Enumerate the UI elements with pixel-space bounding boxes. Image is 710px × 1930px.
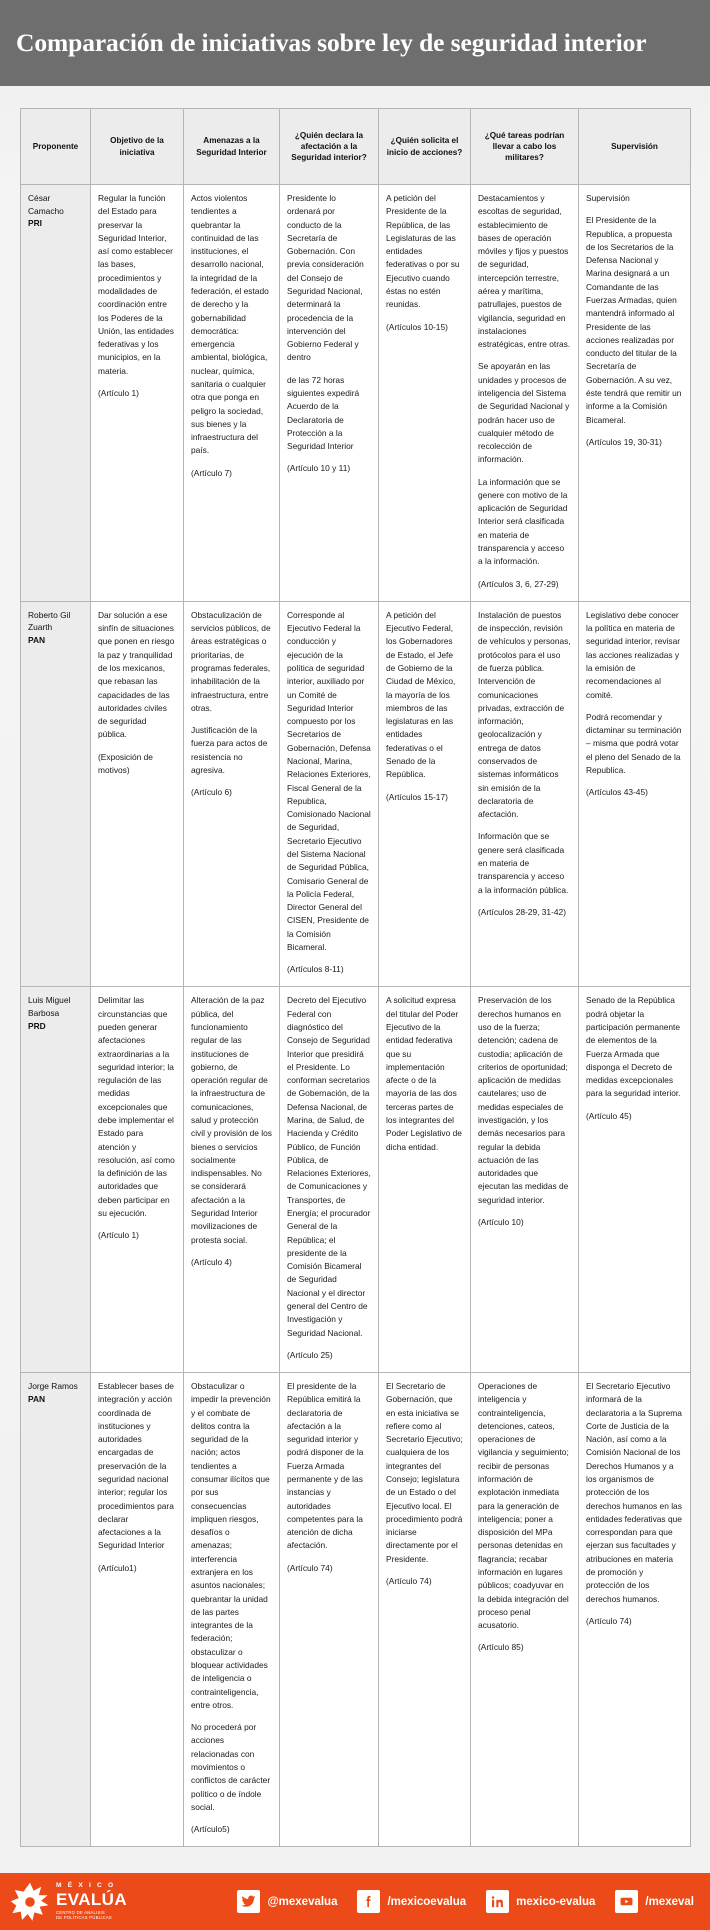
solicita-cell — [379, 601, 471, 987]
militares-cell — [471, 185, 579, 602]
footer-spacer — [0, 1847, 710, 1873]
cell-paragraph: A petición del Ejecutivo Federal, los Gobernadores de Estado, el Jefe de Gobierno de la Ciudad de México, la mayoría de los miembros de las legislaturas en las entidades federativas o el Senado de la República. — [386, 609, 456, 780]
cell-paragraph: A solicitud expresa del titular del Poder Ejecutivo de la entidad federativa que su implementación afecte o de la mayoría de las dos terceras partes de los integrantes del Poder Legislativo de dicha entidad. — [386, 995, 462, 1152]
social-handle: @mexevalua — [267, 1895, 338, 1908]
cell-paragraph: Supervisión — [586, 193, 630, 203]
logo-wordmark — [56, 1883, 127, 1920]
social-link-mexico-evalua[interactable] — [486, 1890, 595, 1913]
youtube-icon[interactable] — [615, 1890, 638, 1913]
cell-paragraph: A petición del Presidente de la República, de las Legislaturas de las entidades federativas o por su Ejecutivo cuando éstas no estén reunidas. — [386, 193, 460, 310]
cell-paragraph: (Artículo 10) — [478, 1216, 524, 1227]
cell-paragraph: Instalación de puestos de inspección, revisión de vehículos y personas, protócolos para el uso de fuerza pública. Intervención de comunicaciones privadas, extracción de información, geolocalización y entrega de datos conservados de sistemas informáticos sin emisión de la declaratoria de afectación. — [478, 609, 571, 820]
table-body — [21, 185, 691, 1847]
cell-paragraph: Destacamientos y escoltas de seguridad, establecimiento de bases de operación móviles y fijos y puestos de seguridad, intercepción terrestre, aérea y marítima, patrullajes, puestos de vigilancia, seguridad en instalaciones estratégicas, entre otras. — [478, 193, 571, 350]
proponente-cell — [21, 601, 91, 987]
cell-paragraph: El Secretario de Gobernación, que en esta iniciativa se refiere como al Secretario Ejecutivo; cualquiera de los integrantes del Consejo; legislatura de un Estado o del Ejecutivo local. El procedimiento podrá iniciarse directamente por el Presidente. — [386, 1381, 463, 1564]
proponente-cell — [21, 1373, 91, 1847]
amenazas-cell — [184, 185, 280, 602]
solicita-cell — [379, 1373, 471, 1847]
cell-paragraph: Obstaculizar o impedir la prevención y el combate de delitos contra la seguridad de la nación; actos tendientes a consumar ilícitos que por sus consecuencias impliquen riesgos, desafíos o amenazas; interferencia extranjera en los asuntos nacionales; quebrantar la unidad de las partes integrantes de la federación; obstaculizar o bloquear actividades de inteligencia o contrainteligencia, entre otros. — [191, 1381, 271, 1710]
objetivo-cell — [91, 1373, 184, 1847]
cell-paragraph: Establecer bases de integración y acción coordinada de instituciones y autoridades encargadas de preservación de la seguridad nacional interior; regular los procedimientos para declarar afectaciones a la Seguridad Interior — [98, 1381, 174, 1551]
cell-paragraph: (Artículo 10 y 11) — [287, 463, 351, 474]
solicita-cell — [379, 185, 471, 602]
starburst-logo-icon — [10, 1882, 50, 1922]
cell-paragraph: (Artículos 43-45) — [586, 787, 648, 798]
supervision-cell — [579, 1373, 691, 1847]
cell-paragraph: (Artículo 1) — [98, 1230, 139, 1241]
militares-cell — [471, 987, 579, 1373]
cell-paragraph: (Artículo 74) — [386, 1576, 432, 1586]
logo-line-evalua: EVALÚA — [56, 1889, 128, 1909]
cell-paragraph: El Presidente de la Republica, a propuesta de los Secretarios de la Defensa Nacional y Marina designará a un Comandante de las Fuerzas Armadas, quien mantendrá informado al Presidente de las acciones realizadas por conducto del titular de la Secretaría de Gobernación. A su vez, éste tendrá que remitir un informe a la Comisión Bicameral. — [586, 215, 682, 425]
proponente-cell — [21, 987, 91, 1373]
logo-subtitle-line: CENTRO DE ANÁLISIS — [56, 1909, 105, 1915]
cell-paragraph: (Artículos 15-17) — [386, 791, 448, 802]
logo-line-mexico: M É X I C O — [56, 1882, 116, 1890]
cell-paragraph: (Artículos 28-29, 31-42) — [478, 906, 566, 917]
social-link-mexicoevalua[interactable] — [357, 1890, 466, 1913]
cell-paragraph: (Artículos 10-15) — [386, 321, 448, 332]
cell-paragraph: Senado de la República podrá objetar la participación permanente de elementos de la Fuerza Armada que disponga el Decreto de medidas excepcionales para la seguridad interior. — [586, 995, 681, 1099]
social-handle: /mexeval — [645, 1895, 694, 1908]
cell-paragraph: (Artículo 6) — [191, 787, 232, 798]
cell-paragraph: (Artículo 85) — [478, 1642, 524, 1653]
cell-paragraph: (Artículo 45) — [586, 1110, 632, 1121]
proponente-name: Jorge Ramos — [28, 1381, 78, 1392]
declara-cell — [280, 1373, 379, 1847]
cell-paragraph: (Artículo 74) — [586, 1615, 632, 1626]
cell-paragraph: (Exposición de motivos) — [98, 751, 153, 775]
amenazas-cell — [184, 1373, 280, 1847]
cell-paragraph: Preservación de los derechos humanos en uso de la fuerza; detención; cadena de custodia; aplicación de criterios de oportunidad; aplicación de medidas cautelares; uso de medidas especiales de investigación, y los demás necesarios para regular la debida actuación de las autoridades que ejecutan las medidas de seguridad interior. — [478, 995, 569, 1205]
cell-paragraph: Presidente lo ordenará por conducto de la Secretaría de Gobernación. Con previa consideración del Consejo de Seguridad Nacional, determinará la procedencia de la intervención del Gobierno Federal y dentro — [287, 193, 364, 363]
cell-paragraph: Regular la función del Estado para preservar la Seguridad Interior, así como establecer las bases, procedimientos y modalidades de coordinación entre los Poderes de la Unión, las entidades federativas y los municipios, en la materia. — [98, 193, 174, 376]
column-header-0: Proponente — [21, 109, 91, 185]
table-row — [21, 987, 691, 1373]
cell-paragraph: Alteración de la paz pública, del funcionamiento regular de las instituciones de gobierno, de operación regular de la infraestructura de comunicaciones, salud y protección civil y provisión de los bienes o servicios socialmente indispensables. No se considerará afectación a la Seguridad Interior movilizaciones de protesta social. — [191, 995, 272, 1245]
cell-paragraph: (Artículo5) — [191, 1824, 230, 1835]
cell-paragraph: Dar solución a ese sinfín de situaciones que ponen en riesgo la paz y tranquilidad de los mexicanos, que rebasan las capacidades de las autoridades civiles de seguridad pública. — [98, 609, 175, 740]
proponente-party: PAN — [28, 1393, 46, 1404]
cell-paragraph: (Artículo 74) — [287, 1562, 333, 1573]
cell-paragraph: Se apoyarán en las unidades y procesos de inteligencia del Sistema de Seguridad Nacional y podrán hacer uso de cualquier método de recolección de información. — [478, 361, 570, 465]
cell-paragraph: (Artículo 7) — [191, 467, 232, 478]
column-header-3: ¿Quién declara la afectación a la Seguridad interior? — [280, 109, 379, 185]
solicita-cell — [379, 987, 471, 1373]
supervision-cell — [579, 185, 691, 602]
cell-paragraph: (Artículo 1) — [98, 387, 139, 398]
supervision-cell — [579, 987, 691, 1373]
cell-paragraph: Legislativo debe conocer la política en materia de seguridad interior, revisar las acciones realizadas y la emisión de recomendaciones al comité. — [586, 609, 681, 700]
cell-paragraph: Operaciones de inteligencia y contrainteligencia, detenciones, cateos, operaciones de vigilancia y seguimiento; recibir de personas información de explotación inmediata para la generación de inteligencia; poner a disposición del MPa personas detenidas en flagrancia; recabar información en lugares públicos; coadyuvar en la debida integración del proceso penal acusatorio. — [478, 1381, 569, 1631]
amenazas-cell — [184, 601, 280, 987]
cell-paragraph: Actos violentos tendientes a quebrantar la continuidad de las instituciones, el desarrollo nacional, la integridad de la federación, el estado de derecho y la gobernabilidad democrática: emergencia ambiental, biológica, nuclear, química, sanitaria o cualquier otra que ponga en peligro la sociedad, sus bienes y la infraestructura del país. — [191, 193, 269, 456]
social-handle: mexico-evalua — [516, 1895, 596, 1908]
page-header — [0, 0, 710, 86]
cell-paragraph: No procederá por acciones relacionadas con movimientos o conflictos de carácter político o de índole social. — [191, 1722, 271, 1812]
table-row — [21, 601, 691, 987]
cell-paragraph: (Artículos 19, 30-31) — [586, 436, 662, 447]
supervision-cell — [579, 601, 691, 987]
logo-line-subtitle — [56, 1910, 127, 1921]
cell-paragraph: (Artículo 4) — [191, 1256, 232, 1267]
cell-paragraph: Obstaculización de servicios públicos, de áreas estratégicas o prioritarias, de programas federales, inhabilitación de la infraestructura, entre otras. — [191, 609, 271, 713]
proponente-party: PRI — [28, 218, 42, 229]
table-row — [21, 185, 691, 602]
page-footer — [0, 1873, 710, 1930]
cell-paragraph: La información que se genere con motivo de la aplicación de Seguridad Interior será clasificada en materia de transparencia y acceso a la información. — [478, 476, 568, 567]
table-header-row — [21, 109, 691, 185]
cell-paragraph: de las 72 horas siguientes expedirá Acuerdo de la Declaratoria de Protección a la Seguridad Interior — [287, 374, 360, 452]
proponente-name: Roberto Gil Zuarth — [28, 609, 71, 633]
cell-paragraph: (Artículo 25) — [287, 1349, 333, 1360]
declara-cell — [280, 185, 379, 602]
militares-cell — [471, 1373, 579, 1847]
cell-paragraph: Corresponde al Ejecutivo Federal la conducción y ejecución de la política de seguridad interior, auxiliado por un Comité de Seguridad Interior compuesto por los Secretarios de Gobernación, Defensa Nacional, Marina, Relaciones Exteriores, Fiscal General de la Republica, Comisionado Nacional de Seguridad, Secretario Ejecutivo del Sistema Nacional de Seguridad Pública, Comisario General de la Policía Federal, Director General del CISEN, Presidente de la Comisión Bicameral. — [287, 609, 371, 952]
facebook-icon[interactable] — [357, 1890, 380, 1913]
cell-paragraph: El Secretario Ejecutivo informará de la declaratoria a la Suprema Corte de Justicia de la Nación, así como a la Comisión Nacional de los Derechos Humanos y a los organismos de protección de los derechos humanos en las entidades federativas que correspondan para que ejerzan sus facultades y atribuciones en materia de promoción y protección de los derechos humanos. — [586, 1381, 682, 1604]
social-link-mexevalua[interactable] — [237, 1890, 337, 1913]
linkedin-icon[interactable] — [486, 1890, 509, 1913]
objetivo-cell — [91, 987, 184, 1373]
cell-paragraph: (Artículos 8-11) — [287, 964, 344, 975]
cell-paragraph: Información que se genere será clasificada en materia de transparencia y acceso a la información pública. — [478, 831, 569, 895]
cell-paragraph: (Artículos 3, 6, 27-29) — [478, 578, 559, 589]
cell-paragraph: Podrá recomendar y dictaminar su terminación – misma que podrá votar el pleno del Senado de la Republica. — [586, 711, 682, 775]
logo-subtitle-line: DE POLÍTICAS PÚBLICAS — [56, 1915, 112, 1921]
declara-cell — [280, 601, 379, 987]
column-header-5: ¿Qué tareas podrían llevar a cabo los militares? — [471, 109, 579, 185]
proponente-party: PAN — [28, 635, 46, 646]
column-header-6: Supervisión — [579, 109, 691, 185]
proponente-name: Luis Miguel Barbosa — [28, 995, 71, 1019]
declara-cell — [280, 987, 379, 1373]
militares-cell — [471, 601, 579, 987]
page-title: Comparación de iniciativas sobre ley de seguridad interior — [16, 27, 647, 57]
proponente-name: César Camacho — [28, 193, 64, 216]
objetivo-cell — [91, 185, 184, 602]
column-header-1: Objetivo de la iniciativa — [91, 109, 184, 185]
social-handle: /mexicoevalua — [387, 1895, 467, 1908]
amenazas-cell — [184, 987, 280, 1373]
cell-paragraph: Delimitar las circunstancias que pueden generar afectaciones extraordinarias a la seguridad interior; la regulación de las medidas excepcionales que debe implementar el Estado para atención y resolución, así como la definición de las autoridades que deben participar en su ejecución. — [98, 995, 175, 1218]
comparison-table-wrapper — [0, 86, 710, 1847]
mexico-evalua-logo — [10, 1882, 127, 1922]
twitter-icon[interactable] — [237, 1890, 260, 1913]
cell-paragraph: Decreto del Ejecutivo Federal con diagnóstico del Consejo de Seguridad Interior que presidirá el Presidente. Lo conforman secretarios de Gobernación, de la Defensa Nacional, de Marina, de Salud, de Hacienda y Crédito Público, de Función Pública, de Relaciones Exteriores, de Comunicaciones y Transportes, de Energía; el procurador General de la República; el presidente de la Comisión Bicameral de Seguridad Nacional y el director general del Centro de Investigación y Seguridad Nacional. — [287, 995, 371, 1338]
cell-paragraph: Justificación de la fuerza para actos de resistencia no agresiva. — [191, 725, 268, 775]
social-link-mexeval[interactable] — [615, 1890, 694, 1913]
table-row — [21, 1373, 691, 1847]
social-links — [237, 1890, 698, 1913]
objetivo-cell — [91, 601, 184, 987]
proponente-party: PRD — [28, 1020, 46, 1031]
cell-paragraph: (Artículo1) — [98, 1562, 137, 1573]
column-header-2: Amenazas a la Seguridad Interior — [184, 109, 280, 185]
proponente-cell — [21, 185, 91, 602]
cell-paragraph: El presidente de la República emitirá la declaratoria de afectación a la seguridad interior y podrá disponer de la Fuerza Armada permanente y de las instancias y autoridades competentes para la atención de dicha afectación. — [287, 1381, 364, 1551]
comparison-table — [20, 108, 691, 1847]
column-header-4: ¿Quién solicita el inicio de acciones? — [379, 109, 471, 185]
